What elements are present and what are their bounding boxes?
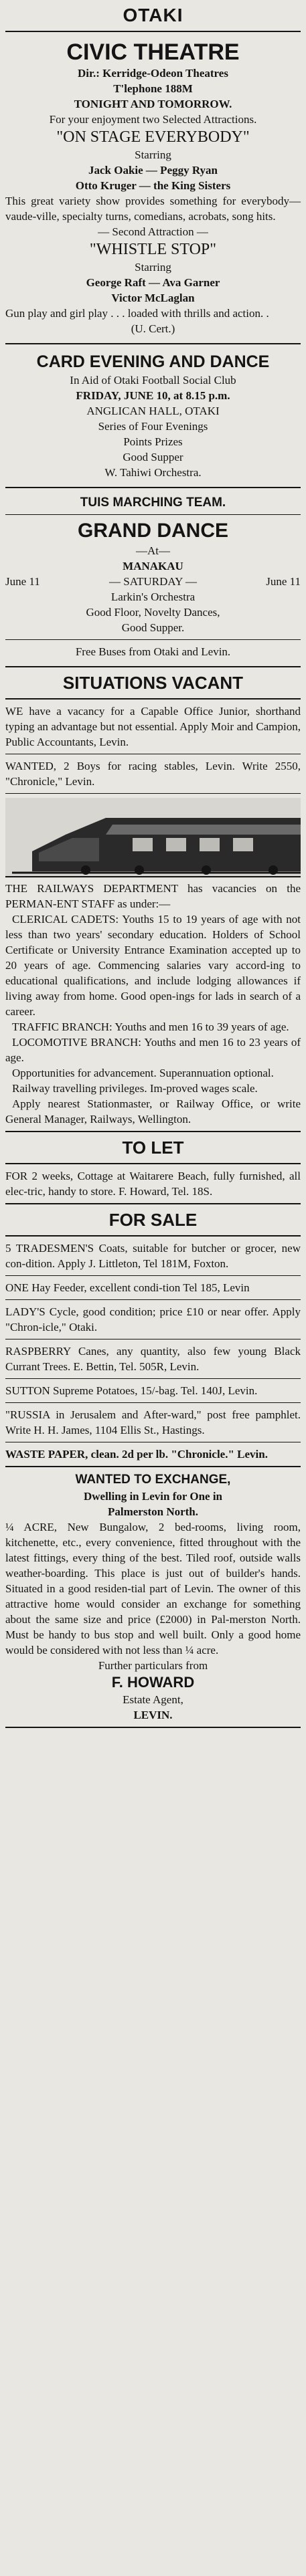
- agent-name: F. HOWARD: [111, 1674, 195, 1691]
- grand-dance-title: GRAND DANCE: [78, 520, 228, 542]
- classified-ad: "RUSSIA in Jerusalem and After-ward," post free pamphlet. Write H. H. James, 1104 Ellis St., Hastings.: [5, 1408, 301, 1436]
- divider: [5, 487, 301, 488]
- civic-title: CIVIC THEATRE: [66, 39, 240, 65]
- civic-theatre-ad: [5, 36, 301, 339]
- divider: [5, 1131, 301, 1132]
- card-date: FRIDAY, JUNE 10, at 8.15 p.m.: [76, 389, 230, 402]
- card-line: Good Supper: [123, 451, 183, 463]
- card-aid: In Aid of Otaki Football Social Club: [70, 374, 236, 387]
- railways-intro: THE RAILWAYS DEPARTMENT has vacancies on the PERMAN-ENT STAFF as under:—: [5, 882, 301, 910]
- divider: [5, 1299, 301, 1300]
- newspaper-column: [5, 4, 301, 2576]
- civic-director: Dir.: Kerridge-Odeon Theatres: [78, 67, 228, 80]
- tuis-date-left: June 11: [5, 575, 40, 588]
- divider: [5, 1727, 301, 1728]
- classified-ad: LADY'S Cycle, good condition; price £10 or near offer. Apply "Chron-icle," Otaki.: [5, 1305, 301, 1333]
- tuis-at: —At—: [136, 544, 170, 557]
- tuis-line: Good Floor, Novelty Dances,: [86, 606, 220, 619]
- film-two-stars-b: Victor McLaglan: [111, 292, 195, 304]
- card-line: W. Tahiwi Orchestra.: [104, 466, 202, 479]
- tuis-buses: Free Buses from Otaki and Levin.: [75, 645, 231, 658]
- locomotive-icon: [5, 798, 301, 878]
- film-one-description: This great variety show provides something for everybody—vaude-ville, specialty turns, comedians, acrobats, song hits.: [5, 195, 301, 223]
- tuis-place: MANAKAU: [123, 560, 183, 572]
- situations-vacant-heading: SITUATIONS VACANT: [62, 673, 244, 693]
- classified-ad: ONE Hay Feeder, excellent condi-tion Tel 185, Levin: [5, 1281, 250, 1294]
- exchange-heading: WANTED TO EXCHANGE,: [75, 1473, 231, 1487]
- starring-label: Starring: [135, 148, 171, 161]
- card-title: CARD EVENING AND DANCE: [36, 352, 270, 371]
- card-line: Points Prizes: [123, 435, 183, 448]
- exchange-body: ¼ ACRE, New Bungalow, 2 bed-rooms, living room, kitchenette, etc., every convenience, fitted throughout with the latest fittings, every thing of the best. Tiled roof, outside walls weather-boarding. This place is just out of builder's hands. Situated in a good residen-tial part of Levin. The owner of this attractive home would consider an exchange for something about the same size and price (£2000) in Pal-merston North. Must be handy to bus stop and well built. Only a good home would be considered with not less than ¼ acre.: [5, 1521, 301, 1656]
- classified-ad: FOR 2 weeks, Cottage at Waitarere Beach, fully furnished, all elec-tric, handy to store. F. Howard, Tel. 18S.: [5, 1170, 301, 1198]
- exchange-sub: Palmerston North.: [107, 1505, 199, 1518]
- tuis-dates: [5, 574, 301, 589]
- railway-locomotive-illustration: [5, 798, 301, 878]
- divider: [5, 698, 301, 700]
- second-attraction: — Second Attraction —: [98, 225, 208, 238]
- to-let-heading: TO LET: [122, 1138, 184, 1158]
- railways-department-ad: [5, 881, 301, 1127]
- classified-ad: SUTTON Supreme Potatoes, 15/-bag. Tel. 140J, Levin.: [5, 1384, 258, 1397]
- divider: [5, 343, 301, 344]
- tuis-day: — SATURDAY —: [109, 575, 197, 588]
- divider: [5, 639, 301, 640]
- starring-label: Starring: [135, 261, 171, 274]
- certificate: (U. Cert.): [131, 322, 175, 335]
- agent-town: LEVIN.: [133, 1709, 173, 1721]
- divider: [5, 1378, 301, 1379]
- classified-ad: 5 TRADESMEN'S Coats, suitable for butcher or grocer, new con-dition. Apply J. Littleton, Tel 181M, Foxton.: [5, 1242, 301, 1270]
- exchange-further: Further particulars from: [98, 1659, 208, 1672]
- classified-ad: WE have a vacancy for a Capable Office Junior, shorthand typing an advantage but not essential. Apply Moir and Campion, Public Accountants, Levin.: [5, 705, 301, 748]
- divider: [5, 1402, 301, 1403]
- railways-apply: Apply nearest Stationmaster, or Railway Office, or write General Manager, Railways, Wellington.: [5, 1097, 301, 1125]
- railways-opportunities: Opportunities for advancement. Superannuation optional.: [12, 1067, 274, 1079]
- classified-ad: WANTED, 2 Boys for racing stables, Levin. Write 2550, "Chronicle," Levin.: [5, 760, 301, 788]
- divider: [5, 1163, 301, 1164]
- tuis-heading: TUIS MARCHING TEAM.: [80, 496, 226, 510]
- film-two-description: Gun play and girl play . . . loaded with thrills and action. .: [5, 307, 269, 320]
- exchange-sub: Dwelling in Levin for One in: [83, 1490, 222, 1503]
- tuis-dance-ad: [5, 492, 301, 662]
- divider: [5, 31, 301, 32]
- civic-telephone: T'lephone 188M: [113, 82, 193, 95]
- civic-when: TONIGHT AND TOMORROW.: [74, 98, 232, 110]
- divider: [5, 514, 301, 515]
- civic-intro: For your enjoyment two Selected Attractions.: [49, 113, 257, 126]
- card-venue: ANGLICAN HALL, OTAKI: [86, 405, 220, 417]
- film-one-stars-a: Jack Oakie — Peggy Ryan: [88, 164, 218, 177]
- divider: [5, 1275, 301, 1276]
- divider: [5, 1235, 301, 1237]
- railways-traffic: TRAFFIC BRANCH: Youths and men 16 to 39 years of age.: [12, 1021, 289, 1033]
- film-one-title: "ON STAGE EVERYBODY": [56, 128, 250, 146]
- film-two-title: "WHISTLE STOP": [89, 241, 217, 258]
- tuis-line: Good Supper.: [121, 621, 185, 634]
- exchange-ad: [5, 1471, 301, 1723]
- tuis-date-right: June 11: [266, 575, 301, 588]
- railways-clerical: CLERICAL CADETS: Youths 15 to 19 years of age with not less than two years' secondary education. Holders of School Certificate or University Entrance Examination accepted up to 20 years of age. Commencing salaries vary accord-ing to educational qualifications, and include lodging allowances if living away from home. Good open-ings for lads in search of a career.: [5, 913, 301, 1018]
- classified-ad: RASPBERRY Canes, any quantity, also few young Black Currant Trees. E. Bettin, Tel. 505R, Levin.: [5, 1345, 301, 1373]
- railways-locomotive: LOCOMOTIVE BRANCH: Youths and men 16 to 23 years of age.: [5, 1036, 301, 1064]
- divider: [5, 793, 301, 794]
- card-line: Series of Four Evenings: [98, 420, 208, 433]
- railways-travel: Railway travelling privileges. Im-proved wages scale.: [12, 1082, 258, 1095]
- for-sale-heading: FOR SALE: [108, 1210, 198, 1230]
- divider: [5, 1466, 301, 1467]
- agent-title: Estate Agent,: [123, 1693, 183, 1706]
- tuis-line: Larkin's Orchestra: [110, 591, 196, 603]
- divider: [5, 666, 301, 667]
- divider: [5, 1203, 301, 1204]
- card-evening-ad: [5, 348, 301, 483]
- otaki-heading: OTAKI: [123, 5, 183, 25]
- classified-ad: WASTE PAPER, clean. 2d per lb. "Chronicle." Levin.: [5, 1448, 268, 1461]
- film-two-stars-a: George Raft — Ava Garner: [86, 276, 220, 289]
- film-one-stars-b: Otto Kruger — the King Sisters: [75, 179, 231, 192]
